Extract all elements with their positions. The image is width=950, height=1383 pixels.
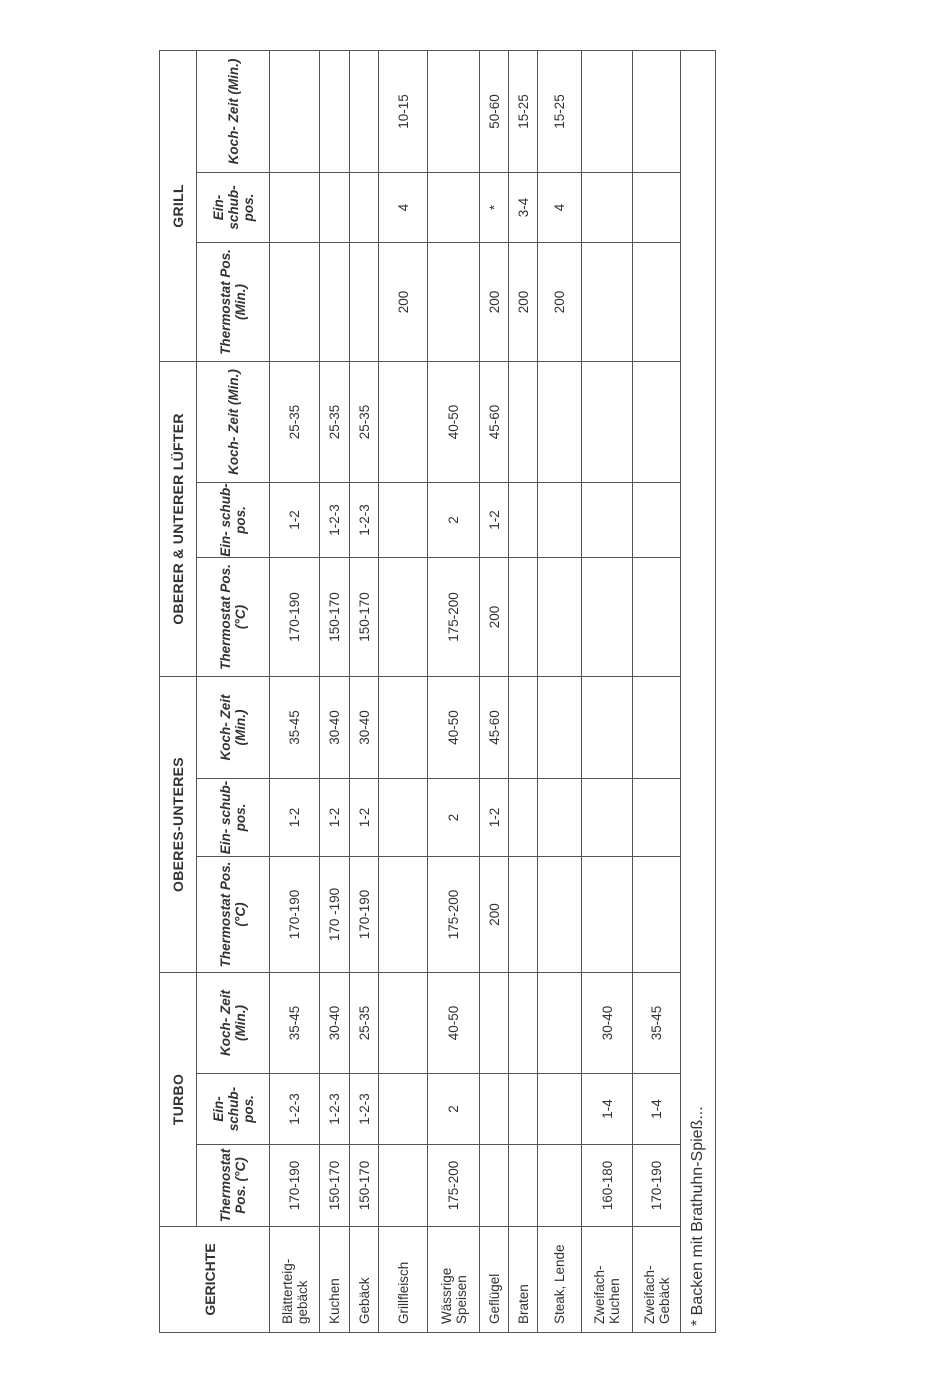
table-cell: 200	[379, 242, 428, 361]
table-row	[582, 50, 633, 1332]
table-cell: 200	[509, 242, 538, 361]
table-cell: 170 -190	[320, 856, 350, 972]
table-cell: *	[480, 172, 509, 242]
dish-name: Zweifach- Gebäck	[633, 1227, 681, 1333]
table-cell: 170-190	[270, 856, 320, 972]
group-luefter: OBERER & UNTERER LÜFTER	[160, 361, 197, 676]
table-cell: 170-190	[633, 1145, 681, 1227]
table-row	[538, 50, 582, 1332]
table-cell	[509, 482, 538, 557]
table-cell: 1-2	[320, 778, 350, 856]
table-cell	[509, 1145, 538, 1227]
table-cell: 150-170	[320, 557, 350, 676]
table-row	[428, 50, 480, 1332]
sub-einschub: Ein- schub- pos.	[197, 482, 270, 557]
table-row	[350, 50, 379, 1332]
sub-thermostat: Thermostat Pos. (°C)	[197, 1145, 270, 1227]
table-cell: 175-200	[428, 856, 480, 972]
sub-kochzeit: Koch- Zeit (Min.)	[197, 361, 270, 482]
table-cell	[633, 778, 681, 856]
footnote: * Backen mit Brathuhn-Spieß...	[681, 50, 716, 1332]
table-cell	[538, 972, 582, 1073]
table-cell	[633, 361, 681, 482]
sub-einschub: Ein- schub- pos.	[197, 172, 270, 242]
table-cell: 1-4	[582, 1074, 633, 1145]
dish-name: Grillfleisch	[379, 1227, 428, 1333]
table-cell: 4	[538, 172, 582, 242]
table-cell	[379, 778, 428, 856]
table-cell: 150-170	[350, 557, 379, 676]
table-cell	[509, 778, 538, 856]
table-cell: 25-35	[320, 361, 350, 482]
sub-einschub: Ein- schub- pos.	[197, 778, 270, 856]
table-row	[320, 50, 350, 1332]
table-cell: 1-2-3	[350, 482, 379, 557]
table-cell: 1-2-3	[320, 1074, 350, 1145]
table-cell: 10-15	[379, 50, 428, 172]
table-cell: 175-200	[428, 557, 480, 676]
dish-name: Steak, Lende	[538, 1227, 582, 1333]
table-cell: 25-35	[350, 972, 379, 1073]
table-cell: 40-50	[428, 676, 480, 778]
table-cell	[509, 856, 538, 972]
table-cell	[633, 172, 681, 242]
table-cell	[379, 361, 428, 482]
table-cell	[350, 172, 379, 242]
table-cell: 1-4	[633, 1074, 681, 1145]
table-cell: 40-50	[428, 972, 480, 1073]
table-cell	[582, 361, 633, 482]
table-cell	[509, 361, 538, 482]
table-cell	[633, 482, 681, 557]
table-cell: 200	[538, 242, 582, 361]
table-cell: 15-25	[538, 50, 582, 172]
table-cell	[538, 482, 582, 557]
table-cell: 30-40	[320, 676, 350, 778]
table-cell	[379, 557, 428, 676]
table-body	[270, 50, 681, 1332]
table-cell	[270, 242, 320, 361]
table-cell	[270, 172, 320, 242]
table-cell	[379, 972, 428, 1073]
table-cell: 50-60	[480, 50, 509, 172]
table-cell	[582, 557, 633, 676]
table-cell: 1-2	[270, 482, 320, 557]
table-cell: 170-190	[270, 557, 320, 676]
table-cell: 25-35	[270, 361, 320, 482]
table-cell	[538, 1074, 582, 1145]
table-cell	[582, 242, 633, 361]
table-cell	[538, 778, 582, 856]
table-cell	[509, 557, 538, 676]
table-cell: 170-190	[350, 856, 379, 972]
sub-thermostat: Thermostat Pos. (°C)	[197, 856, 270, 972]
table-cell	[538, 1145, 582, 1227]
table-cell	[582, 50, 633, 172]
table-cell: 25-35	[350, 361, 379, 482]
table-cell: 1-2	[480, 778, 509, 856]
table-row	[379, 50, 428, 1332]
rotated-table-container	[159, 51, 716, 1333]
cooking-table	[159, 50, 716, 1333]
table-cell	[320, 172, 350, 242]
table-cell	[509, 1074, 538, 1145]
table-cell: 170-190	[270, 1145, 320, 1227]
dish-name: Blätterteig- gebäck	[270, 1227, 320, 1333]
table-cell	[350, 242, 379, 361]
table-cell: 4	[379, 172, 428, 242]
table-cell: 175-200	[428, 1145, 480, 1227]
table-cell: 160-180	[582, 1145, 633, 1227]
table-row	[270, 50, 320, 1332]
table-cell	[428, 242, 480, 361]
table-cell: 200	[480, 557, 509, 676]
table-cell	[633, 50, 681, 172]
table-cell: 1-2	[350, 778, 379, 856]
dish-name: Geflügel	[480, 1227, 509, 1333]
table-cell: 2	[428, 1074, 480, 1145]
table-cell	[270, 50, 320, 172]
table-cell: 45-60	[480, 676, 509, 778]
table-cell	[582, 778, 633, 856]
table-cell	[320, 242, 350, 361]
table-cell	[538, 856, 582, 972]
table-cell: 35-45	[270, 972, 320, 1073]
table-cell	[633, 557, 681, 676]
table-cell: 150-170	[350, 1145, 379, 1227]
table-cell	[480, 1145, 509, 1227]
table-cell: 1-2-3	[270, 1074, 320, 1145]
group-oberes-unteres: OBERES-UNTERES	[160, 676, 197, 972]
table-cell: 200	[480, 856, 509, 972]
sub-kochzeit: Koch- Zeit (Min.)	[197, 676, 270, 778]
table-cell	[582, 172, 633, 242]
table-cell: 2	[428, 778, 480, 856]
dish-name: Zweifach- Kuchen	[582, 1227, 633, 1333]
table-cell	[633, 242, 681, 361]
table-cell: 1-2	[480, 482, 509, 557]
table-cell	[582, 676, 633, 778]
table-cell	[379, 676, 428, 778]
gerichte-header: GERICHTE	[160, 1227, 270, 1333]
table-cell: 15-25	[509, 50, 538, 172]
dish-name: Wässrige Speisen	[428, 1227, 480, 1333]
group-grill: GRILL	[160, 50, 197, 361]
dish-name: Kuchen	[320, 1227, 350, 1333]
table-cell	[509, 676, 538, 778]
dish-name: Braten	[509, 1227, 538, 1333]
table-row	[480, 50, 509, 1332]
table-cell: 1-2	[270, 778, 320, 856]
table-cell: 45-60	[480, 361, 509, 482]
table-cell: 3-4	[509, 172, 538, 242]
table-cell	[582, 482, 633, 557]
group-turbo: TURBO	[160, 972, 197, 1226]
table-cell	[538, 676, 582, 778]
table-cell	[538, 557, 582, 676]
table-cell: 35-45	[633, 972, 681, 1073]
table-cell	[428, 50, 480, 172]
table-cell	[379, 1145, 428, 1227]
table-cell	[379, 856, 428, 972]
sub-kochzeit: Koch- Zeit (Min.)	[197, 50, 270, 172]
sub-kochzeit: Koch- Zeit (Min.)	[197, 972, 270, 1073]
table-cell: 1-2-3	[350, 1074, 379, 1145]
table-row	[633, 50, 681, 1332]
table-cell	[379, 482, 428, 557]
sub-thermostat: Thermostat Pos. (°C)	[197, 557, 270, 676]
table-cell: 150-170	[320, 1145, 350, 1227]
table-cell	[633, 856, 681, 972]
sub-einschub: Ein- schub- pos.	[197, 1074, 270, 1145]
table-cell: 40-50	[428, 361, 480, 482]
table-cell: 30-40	[320, 972, 350, 1073]
table-cell	[538, 361, 582, 482]
dish-name: Gebäck	[350, 1227, 379, 1333]
table-row	[509, 50, 538, 1332]
table-cell	[350, 50, 379, 172]
table-cell	[633, 676, 681, 778]
table-cell	[509, 972, 538, 1073]
table-cell: 30-40	[582, 972, 633, 1073]
table-cell	[379, 1074, 428, 1145]
table-cell	[582, 856, 633, 972]
table-cell	[320, 50, 350, 172]
sub-thermostat: Thermostat Pos. (Min.)	[197, 242, 270, 361]
table-cell: 200	[480, 242, 509, 361]
table-cell	[480, 1074, 509, 1145]
table-cell	[428, 172, 480, 242]
table-cell: 1-2-3	[320, 482, 350, 557]
table-cell: 35-45	[270, 676, 320, 778]
table-cell: 2	[428, 482, 480, 557]
table-cell	[480, 972, 509, 1073]
table-cell: 30-40	[350, 676, 379, 778]
